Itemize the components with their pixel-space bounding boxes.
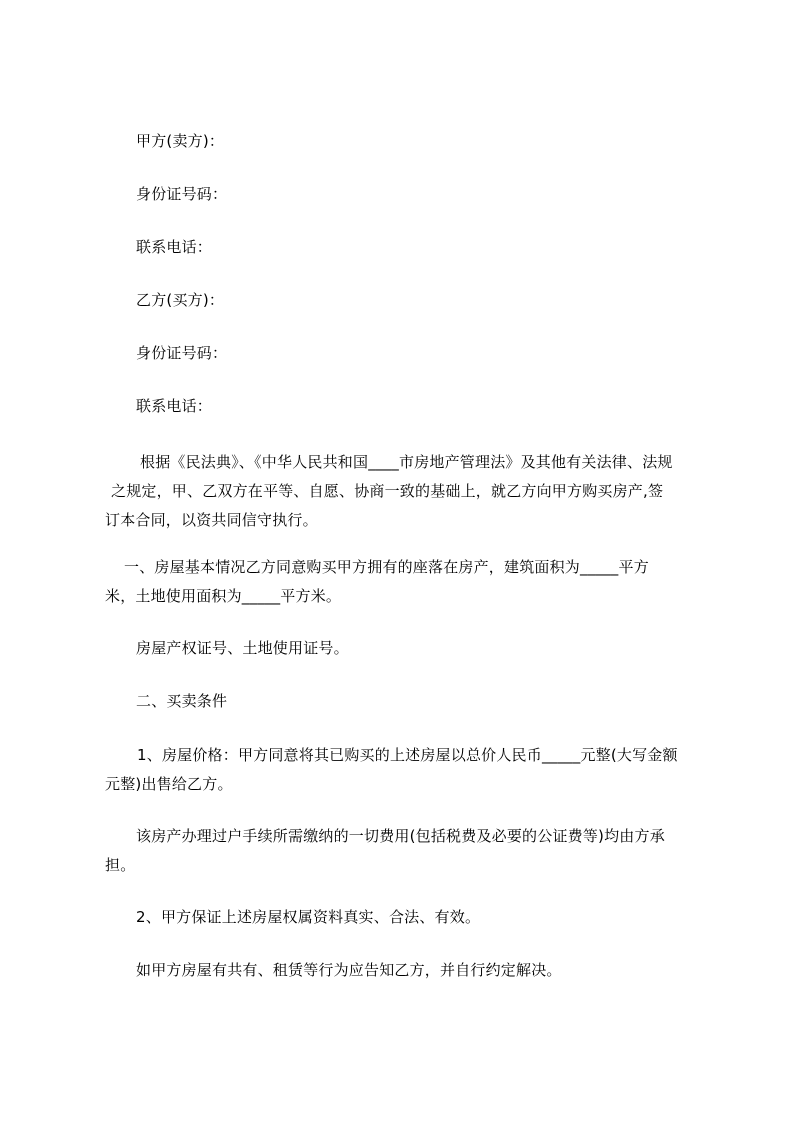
party-b-phone-label: 联系电话：	[136, 397, 213, 415]
preamble-line-1: 根据《民法典》、《中华人民共和国____市房地产管理法》及其他有关法律、法规	[140, 453, 673, 471]
party-a-id-label: 身份证号码：	[136, 185, 228, 203]
warranty-clause: 2、甲方保证上述房屋权属资料真实、合法、有效。	[136, 908, 481, 926]
party-a-seller-label: 甲方(卖方)：	[136, 132, 225, 150]
fee-clause-line-2: 担。	[105, 856, 136, 874]
fee-clause-line-1: 该房产办理过户手续所需缴纳的一切费用(包括税费及必要的公证费等)均由方承	[136, 827, 665, 845]
price-clause-line-1: 1、房屋价格：甲方同意将其已购买的上述房屋以总价人民币_____元整(大写金额	[137, 746, 678, 764]
property-cert-text: 房屋产权证号、土地使用证号。	[136, 639, 349, 657]
price-clause-line-2: 元整)出售给乙方。	[105, 775, 233, 793]
section1-line-2: 米，土地使用面积为_____平方米。	[105, 587, 342, 605]
party-b-id-label: 身份证号码：	[136, 344, 228, 362]
party-a-phone-label: 联系电话：	[136, 238, 213, 256]
section2-title: 二、买卖条件	[136, 692, 228, 710]
party-b-buyer-label: 乙方(买方)：	[136, 291, 225, 309]
co-ownership-clause: 如甲方房屋有共有、租赁等行为应告知乙方，并自行约定解决。	[136, 961, 562, 979]
preamble-line-3: 订本合同，以资共同信守执行。	[105, 511, 318, 529]
preamble-line-2: 之规定，甲、乙双方在平等、自愿、协商一致的基础上，就乙方向甲方购买房产,签	[111, 482, 664, 500]
section1-line-1: 一、房屋基本情况乙方同意购买甲方拥有的座落在房产，建筑面积为_____平方	[124, 558, 649, 576]
